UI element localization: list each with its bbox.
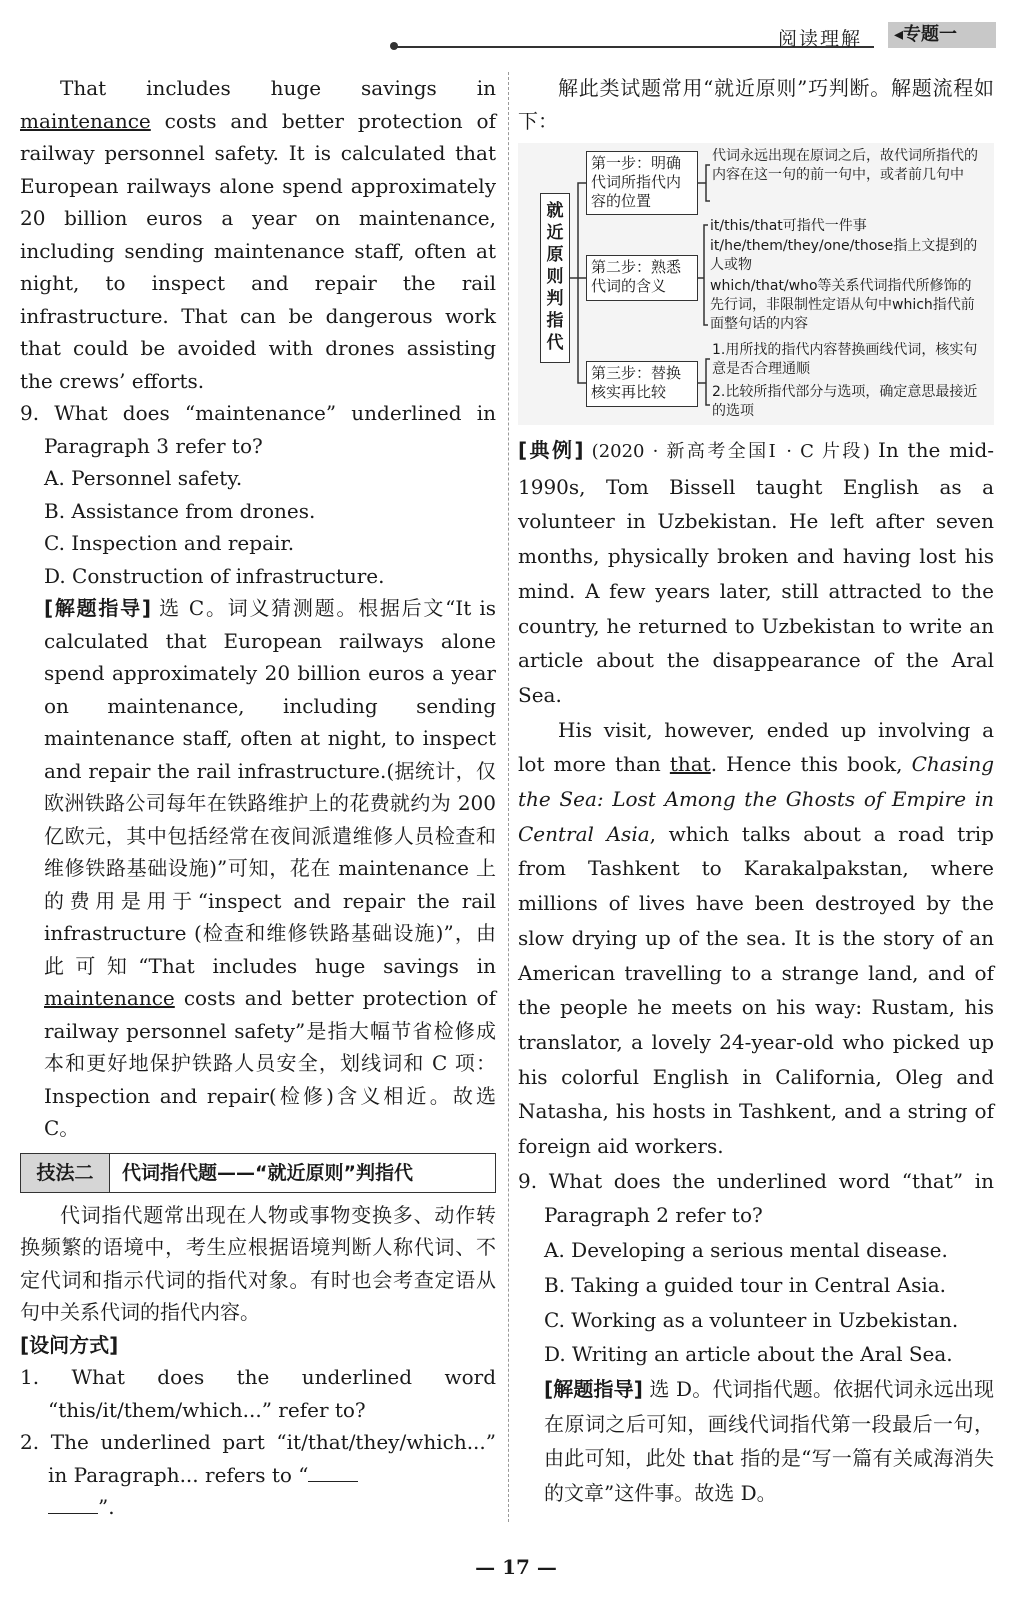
question-9-stem-right: 9. What does the underlined word “that” in Paragraph 2 refer to? (518, 1168, 994, 1228)
question-form-2: 2. The underlined part “it/that/they/which...” in Paragraph... refers to “ ”. (20, 1430, 496, 1519)
technique-2-heading (20, 1153, 496, 1193)
page-number: — 17 — (475, 1555, 557, 1579)
underlined-word-that: that (669, 752, 711, 777)
flowchart-step-2-note-1: it/this/that可指代一件事 (710, 218, 867, 234)
option-a-right: A. Developing a serious mental disease. (544, 1238, 948, 1263)
question-form-label: [设问方式] (20, 1332, 119, 1357)
flowchart-step-3-note-2: 2.比较所指代部分与选项，确定意思最接近的选项 (712, 384, 978, 419)
header-title: 阅读理解 (778, 28, 863, 50)
flowchart-main-node: 就近原则判指代 (540, 193, 570, 363)
option-a: A. Personnel safety. (44, 466, 243, 490)
flowchart-step-1-note: 代词永远出现在原词之后，故代词所指代的内容在这一句的前一句中，或者前几句中 (712, 148, 978, 183)
option-c: C. Inspection and repair. (44, 531, 295, 555)
option-d: D. Construction of infrastructure. (44, 563, 385, 588)
flowchart-step-1: 第一步：明确代词所指代内容的位置 (586, 151, 698, 215)
solution-guide: [解题指导] 选 C。词义猜测题。根据后文“It is calculated that European railways alone spend approximately 20 billion euros a year on maintenance, including sending maintenance staff, often at night, to inspect and repair the rail infrastructure.(据统计，仅欧洲铁路公司每年在铁路维护上的花费就约为 200 亿欧元，其中包括经常在夜间派遣维修人员检查和维修铁路基础设施)”可知，花在 maintenance 上的费用是用于“inspect and repair the rail infrastructure (检查和维修铁路基础设施)”，由此可知“That includes huge savings in maintenance costs and better protection of railway personnel safety”是指大幅节省检修成本和更好地保护铁路人员安全，划线词和 C 项：Inspection and repair(检修)含义相近。故选 C。 (44, 596, 497, 1140)
flowchart-step-2-note-3: which/that/who等关系代词指代所修饰的先行词，非限制性定语从句中which指代前面整句话的内容 (710, 278, 975, 332)
flowchart-step-3: 第三步：替换核实再比较 (586, 361, 698, 407)
answer-blank (48, 1495, 98, 1514)
proximity-flowchart (518, 143, 994, 425)
example-paragraph-2: His visit, however, ended up involving a lot more than that. Hence this book, Chasing the Sea: Lost Among the Ghosts of Empire in Central Asia, which talks about a road trip from Tashkent to Karakalpakstan, where millions of lives have been destroyed by the slow drying up of the sea. It is the story of an American travelling to a strange land, and of the people he meets on his way: Rustam, his translator, a lovely 24-year-old who picked up his colorful English in California, Oleg and Natasha, his hosts in Tashkent, and a string of foreign aid workers. (518, 717, 995, 1159)
method-intro: 解此类试题常用“就近原则”巧判断。解题流程如下： (518, 76, 994, 133)
flowchart-step-2: 第二步：熟悉代词的含义 (586, 255, 698, 301)
question-form-1: 1. What does the underlined word “this/it/them/which...” refer to? (20, 1365, 496, 1422)
column-separator (508, 72, 509, 1522)
answer-blank (308, 1463, 358, 1482)
technique-title: 代词指代题——“就近原则”判指代 (122, 1161, 413, 1184)
question-9-stem: 9. What does “maintenance” underlined in Paragraph 3 refer to? (20, 401, 496, 458)
option-c-right: C. Working as a volunteer in Uzbekistan. (544, 1307, 959, 1332)
solution-guide-right: [解题指导] 选 D。代词指代题。依据代词永远出现在原词之后可知，画线代词指代第一段最后一句，由此可知，此处 that 指的是“写一篇有关咸海消失的文章”这件事。故选 D。 (544, 1376, 995, 1506)
technique-label: 技法二 (21, 1154, 110, 1192)
option-d-right: D. Writing an article about the Aral Sea. (544, 1342, 953, 1367)
example-source: (2020 · 新高考全国Ⅰ · C 片段) (583, 441, 878, 462)
left-column (20, 72, 496, 1524)
technique-intro: 代词指代题常出现在人物或事物变换多、动作转换频繁的语境中，考生应根据语境判断人称代词、不定代词和指示代词的指代对象。有时也会考查定语从句中关系代词的指代内容。 (20, 1202, 496, 1324)
solution-guide-label: [解题指导] (44, 596, 151, 620)
passage-paragraph-3: That includes huge savings in maintenance costs and better protection of railway personnel safety. It is calculated that European railways alone spend approximately 20 billion euros a year on maintenance, including sending maintenance staff, often at night, to inspect and repair the rail infrastructure. That can be dangerous work that could be avoided with drones assisting the crews’ efforts. (20, 76, 496, 393)
flowchart-step-3-note-1: 1.用所找的指代内容替换画线代词，核实句意是否合理通顺 (712, 342, 978, 377)
flowchart-step-2-note-2: it/he/them/they/one/those指上文提到的人或物 (710, 238, 978, 273)
solution-guide-label-right: [解题指导] (544, 1376, 643, 1401)
right-column (518, 72, 994, 1511)
page-header (0, 20, 1032, 56)
option-b: B. Assistance from drones. (44, 498, 316, 523)
example-label: [典例] (518, 438, 584, 462)
book-title: Chasing the Sea: Lost Among the Ghosts of Empire in Central Asia (518, 752, 995, 846)
option-b-right: B. Taking a guided tour in Central Asia. (544, 1272, 947, 1297)
example-paragraph-1: [典例] (2020 · 新高考全国Ⅰ · C 片段) In the mid-1990s, Tom Bissell taught English as a volunteer in Uzbekistan. He left after seven months, physically broken and having lost his mind. A few years later, still attracted to the country, he returned to Uzbekistan to write an article about the disappearance of the Aral Sea. (518, 438, 995, 707)
header-topic-tag: ◂专题一 (888, 22, 996, 48)
underlined-word: maintenance (20, 108, 151, 133)
